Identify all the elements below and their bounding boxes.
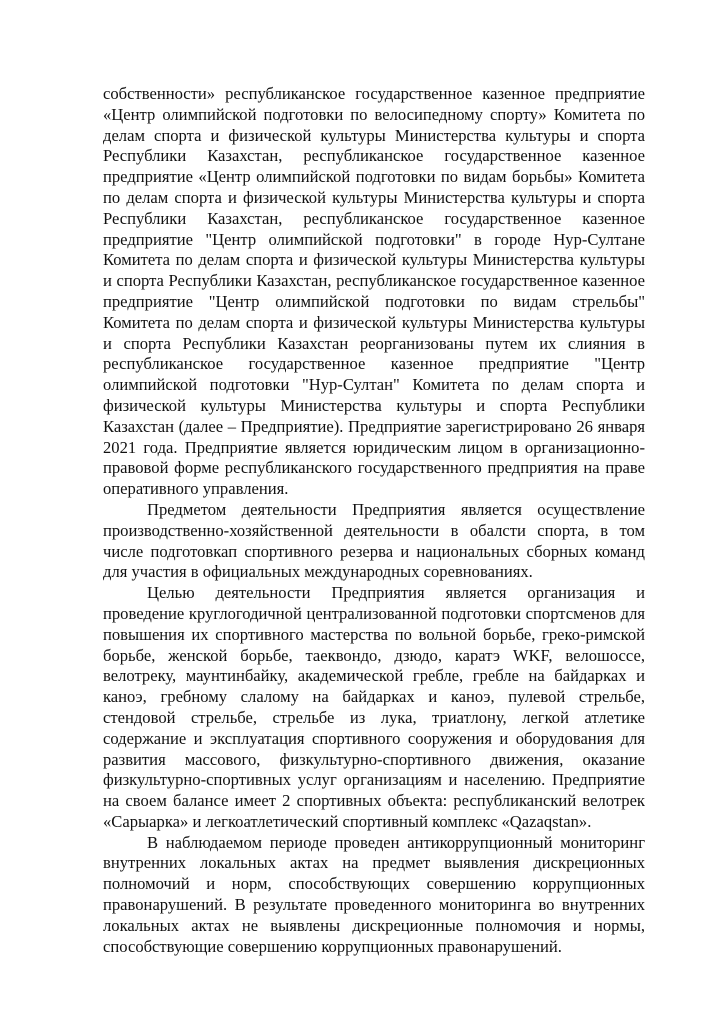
- paragraph-reorganization: собственности» республиканское государственное казенное предприятие «Центр олимпийской подготовки по велосипедному спорту» Комитета по делам спорта и физической культуры Министерства культуры и спорта Республики Казахстан, республиканское государственное казенное предприятие «Центр олимпийской подготовки по видам борьбы» Комитета по делам спорта и физической культуры Министерства культуры и спорта Республики Казахстан, республиканское государственное казенное предприятие "Центр олимпийской подготовки" в городе Нур-Султане Комитета по делам спорта и физической культуры Министерства культуры и спорта Республики Казахстан, республиканское государственное казенное предприятие "Центр олимпийской подготовки по видам стрельбы" Комитета по делам спорта и физической культуры Министерства культуры и спорта Республики Казахстан реорганизованы путем их слияния в республиканское государственное казенное предприятие "Центр олимпийской подготовки "Нур-Султан" Комитета по делам спорта и физической культуры Министерства культуры и спорта Республики Казахстан (далее – Предприятие). Предприятие зарегистрировано 26 января 2021 года. Предприятие является юридическим лицом в организационно-правовой форме республиканского государственного предприятия на праве оперативного управления.: [103, 84, 645, 499]
- paragraph-subject-of-activity: Предметом деятельности Предприятия является осуществление производственно-хозяйственной деятельности в обалсти спорта, в том числе подготовкап спортивного резерва и национальных сборных команд для участия в официальных международных соревнованиях.: [103, 499, 645, 582]
- paragraph-anticorruption-monitoring: В наблюдаемом периоде проведен антикоррупционный мониторинг внутренних локальных актах на предмет выявления дискреционных полномочий и норм, способствующих совершению коррупционных правонарушений. В результате проведенного мониторинга во внутренних локальных актах не выявлены дискреционные полномочия и нормы, способствующие совершению коррупционных правонарушений.: [103, 832, 645, 956]
- paragraph-purpose-of-activity: Целью деятельности Предприятия является организация и проведение круглогодичной централизованной подготовки спортсменов для повышения их спортивного мастерства по вольной борьбе, греко-римской борьбе, женской борьбе, таеквондо, дзюдо, каратэ WKF, велошоссе, велотреку, маунтинбайку, академической гребле, гребле на байдарках и каноэ, гребному слалому на байдарках и каноэ, пулевой стрельбе, стендовой стрельбе, стрельбе из лука, триатлону, легкой атлетике содержание и эксплуатация спортивного сооружения и оборудования для развития массового, физкультурно-спортивного движения, оказание физкультурно-спортивных услуг организациям и населению. Предприятие на своем балансе имеет 2 спортивных объекта: республиканский велотрек «Сарыарка» и легкоатлетический спортивный комплекс «Qazaqstan».: [103, 583, 645, 831]
- document-body: [103, 84, 645, 957]
